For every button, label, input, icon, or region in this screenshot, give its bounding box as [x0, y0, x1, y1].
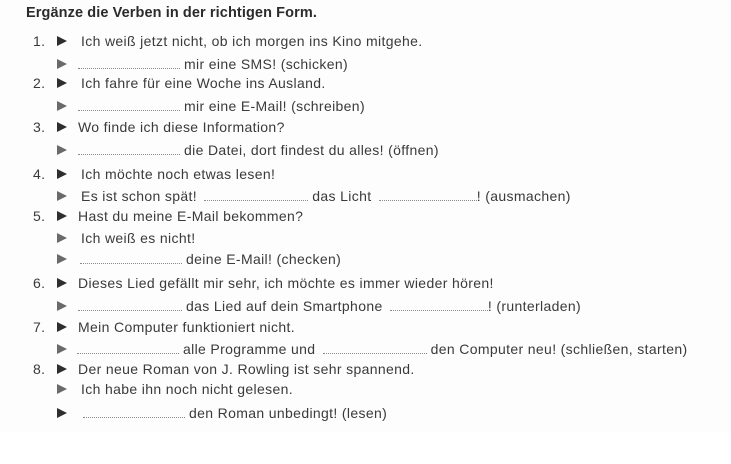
- arrow-right-icon: [57, 278, 67, 288]
- answer-blank[interactable]: [80, 251, 182, 264]
- answer-text: das Lied auf dein Smartphone: [186, 298, 383, 314]
- arrow-right-icon: [57, 254, 67, 264]
- arrow-right-icon: [57, 169, 67, 179]
- prompt-text: Hast du meine E-Mail bekommen?: [78, 208, 304, 224]
- answer-text: mir eine SMS! (schicken): [184, 56, 348, 72]
- answer-text: die Datei, dort findest du alles! (öffnen): [184, 142, 439, 158]
- arrow-right-icon: [57, 145, 67, 155]
- prompt-text: Ich möchte noch etwas lesen!: [81, 166, 276, 182]
- answer-blank[interactable]: [323, 341, 427, 354]
- arrow-right-icon: [57, 191, 67, 201]
- answer-blank[interactable]: [78, 142, 180, 155]
- answer-text: ! (ausmachen): [476, 188, 571, 204]
- item-number: 7.: [33, 319, 46, 335]
- arrow-right-icon: [57, 344, 67, 354]
- arrow-right-icon: [57, 301, 67, 311]
- item-number: 1.: [33, 33, 46, 49]
- arrow-right-icon: [57, 59, 67, 69]
- answer-text: alle Programme und: [183, 341, 316, 357]
- answer-blank[interactable]: [390, 298, 488, 311]
- arrow-right-icon: [57, 364, 67, 374]
- arrow-right-icon: [57, 122, 67, 132]
- answer-blank[interactable]: [78, 98, 180, 111]
- answer-blank[interactable]: [83, 405, 185, 418]
- answer-blank[interactable]: [379, 188, 477, 201]
- exercise-title: Ergänze die Verben in der richtigen Form.: [26, 5, 317, 21]
- arrow-right-icon: [57, 101, 67, 111]
- prompt-text: Ich fahre für eine Woche ins Ausland.: [81, 75, 326, 91]
- answer-blank[interactable]: [78, 298, 182, 311]
- answer-text: ! (runterladen): [487, 298, 582, 314]
- answer-text: den Roman unbedingt! (lesen): [189, 405, 388, 421]
- item-number: 2.: [33, 75, 46, 91]
- arrow-right-icon: [57, 211, 67, 221]
- item-number: 8.: [33, 361, 46, 377]
- arrow-right-icon: [57, 384, 67, 394]
- arrow-right-icon: [57, 408, 67, 418]
- prompt-text: Ich weiß jetzt nicht, ob ich morgen ins Kino mitgehe.: [81, 33, 423, 49]
- answer-blank[interactable]: [77, 341, 179, 354]
- answer-text: Es ist schon spät!: [81, 188, 198, 204]
- answer-text: deine E-Mail! (checken): [186, 251, 342, 267]
- prompt-text: Ich weiß es nicht!: [81, 230, 196, 246]
- prompt-text: Der neue Roman von J. Rowling ist sehr spannend.: [78, 361, 415, 377]
- answer-text: mir eine E-Mail! (schreiben): [184, 98, 365, 114]
- item-number: 4.: [33, 166, 46, 182]
- prompt-text: Wo finde ich diese Information?: [78, 119, 285, 135]
- prompt-text: Mein Computer funktioniert nicht.: [78, 319, 295, 335]
- item-number: 3.: [33, 119, 46, 135]
- arrow-right-icon: [57, 322, 67, 332]
- arrow-right-icon: [57, 233, 67, 243]
- arrow-right-icon: [57, 78, 67, 88]
- answer-text: den Computer neu! (schließen, starten): [430, 341, 688, 357]
- answer-text: das Licht: [312, 188, 372, 204]
- prompt-text: Ich habe ihn noch nicht gelesen.: [81, 381, 294, 397]
- item-number: 5.: [33, 208, 46, 224]
- item-number: 6.: [33, 275, 46, 291]
- arrow-right-icon: [57, 36, 67, 46]
- prompt-text: Dieses Lied gefällt mir sehr, ich möchte es immer wieder hören!: [78, 275, 494, 291]
- answer-blank[interactable]: [204, 188, 308, 201]
- answer-blank[interactable]: [78, 56, 180, 69]
